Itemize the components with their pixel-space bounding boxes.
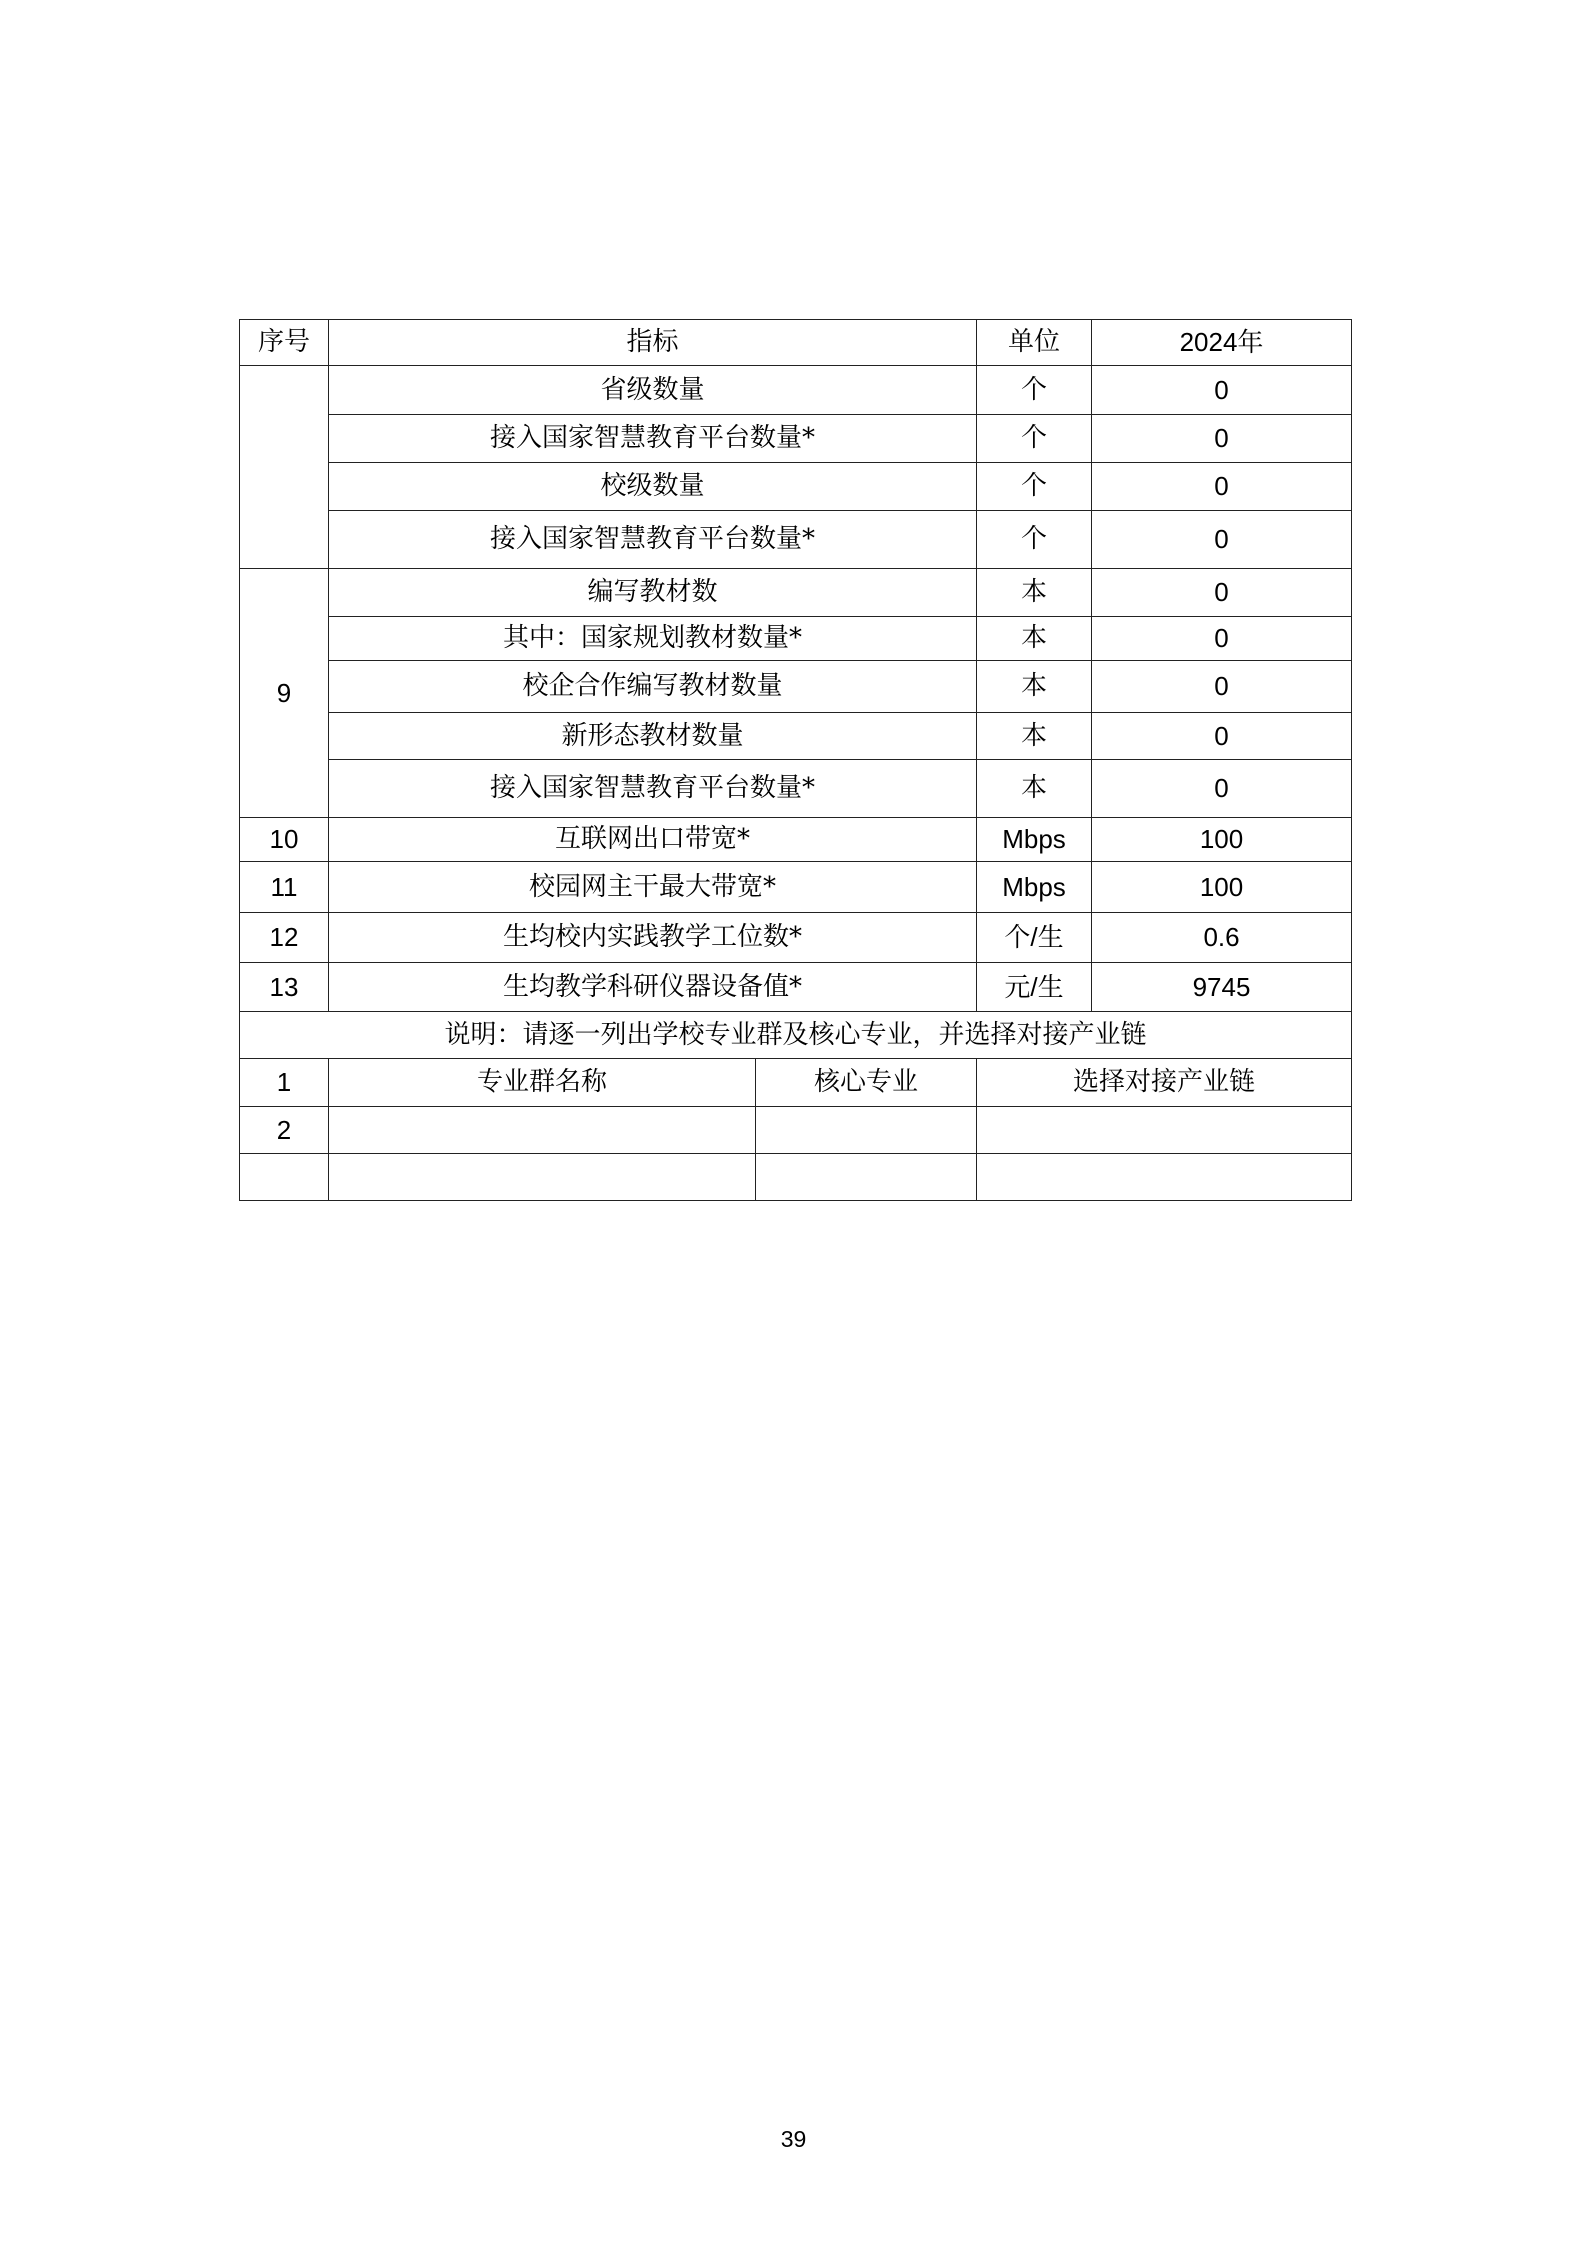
value-cell: 0: [1092, 661, 1352, 713]
unit-cell: 个/生: [977, 913, 1092, 963]
value-cell: 9745: [1092, 963, 1352, 1012]
unit-cell: Mbps: [977, 862, 1092, 913]
value-cell: 0: [1092, 617, 1352, 661]
group-seq-cell: [240, 1154, 329, 1201]
seq-cell: 11: [240, 862, 329, 913]
value-cell: 0: [1092, 463, 1352, 511]
indicator-cell: 接入国家智慧教育平台数量*: [329, 511, 977, 569]
indicator-cell: 新形态教材数量: [329, 713, 977, 760]
indicator-cell: 校级数量: [329, 463, 977, 511]
unit-cell: 本: [977, 661, 1092, 713]
table-row: [240, 617, 1352, 661]
unit-cell: 本: [977, 569, 1092, 617]
indicator-cell: 校企合作编写教材数量: [329, 661, 977, 713]
table-row: [240, 713, 1352, 760]
table-row: [240, 760, 1352, 818]
seq-cell: 9: [240, 569, 329, 818]
indicator-cell: 省级数量: [329, 366, 977, 415]
table-row: [240, 463, 1352, 511]
indicator-cell: 生均校内实践教学工位数*: [329, 913, 977, 963]
value-cell: 0.6: [1092, 913, 1352, 963]
group-header-chain: 选择对接产业链: [977, 1059, 1352, 1107]
seq-cell: 12: [240, 913, 329, 963]
header-indicator: 指标: [329, 320, 977, 366]
group-name-cell: [329, 1154, 756, 1201]
group-header-name: 专业群名称: [329, 1059, 756, 1107]
block-a-seq-cell: [240, 366, 329, 569]
header-year: 2024年: [1092, 320, 1352, 366]
group-row: [240, 1154, 1352, 1201]
unit-cell: 个: [977, 511, 1092, 569]
indicator-cell: 接入国家智慧教育平台数量*: [329, 415, 977, 463]
unit-cell: Mbps: [977, 818, 1092, 862]
unit-cell: 本: [977, 760, 1092, 818]
indicator-cell: 其中：国家规划教材数量*: [329, 617, 977, 661]
page-number: 39: [780, 2126, 807, 2152]
indicator-table: [239, 319, 1352, 1201]
table-row: [240, 963, 1352, 1012]
note-row: [240, 1012, 1352, 1059]
table-row: [240, 366, 1352, 415]
note-text: 说明：请逐一列出学校专业群及核心专业，并选择对接产业链: [240, 1012, 1352, 1059]
group-chain-cell: [977, 1154, 1352, 1201]
indicator-cell: 接入国家智慧教育平台数量*: [329, 760, 977, 818]
header-seq: 序号: [240, 320, 329, 366]
value-cell: 0: [1092, 569, 1352, 617]
header-unit: 单位: [977, 320, 1092, 366]
group-core-cell: [756, 1107, 977, 1154]
table-row: [240, 569, 1352, 617]
value-cell: 100: [1092, 862, 1352, 913]
unit-cell: 本: [977, 617, 1092, 661]
seq-cell: 13: [240, 963, 329, 1012]
indicator-cell: 编写教材数: [329, 569, 977, 617]
value-cell: 0: [1092, 713, 1352, 760]
group-chain-cell: [977, 1107, 1352, 1154]
group-core-cell: [756, 1154, 977, 1201]
unit-cell: 元/生: [977, 963, 1092, 1012]
table-row: [240, 415, 1352, 463]
indicator-cell: 互联网出口带宽*: [329, 818, 977, 862]
group-name-cell: [329, 1107, 756, 1154]
table-row: [240, 862, 1352, 913]
value-cell: 100: [1092, 818, 1352, 862]
unit-cell: 个: [977, 463, 1092, 511]
value-cell: 0: [1092, 511, 1352, 569]
value-cell: 0: [1092, 415, 1352, 463]
unit-cell: 个: [977, 415, 1092, 463]
table-row: [240, 818, 1352, 862]
seq-cell: 10: [240, 818, 329, 862]
header-row: [240, 320, 1352, 366]
group-header-row: [240, 1059, 1352, 1107]
group-seq-cell: 2: [240, 1107, 329, 1154]
table-row: [240, 511, 1352, 569]
value-cell: 0: [1092, 366, 1352, 415]
group-header-core: 核心专业: [756, 1059, 977, 1107]
table-row: [240, 661, 1352, 713]
group-row: [240, 1107, 1352, 1154]
group-header-seq: 1: [240, 1059, 329, 1107]
unit-cell: 本: [977, 713, 1092, 760]
value-cell: 0: [1092, 760, 1352, 818]
indicator-cell: 生均教学科研仪器设备值*: [329, 963, 977, 1012]
table-row: [240, 913, 1352, 963]
indicator-cell: 校园网主干最大带宽*: [329, 862, 977, 913]
unit-cell: 个: [977, 366, 1092, 415]
